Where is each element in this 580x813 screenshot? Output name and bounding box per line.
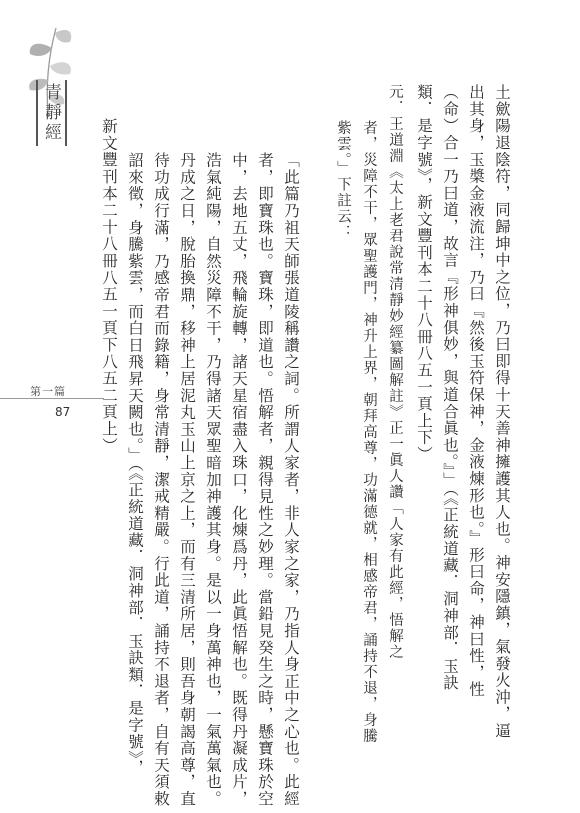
text-column: 類．是字號》，新文豐刊本二十八冊八五一頁上下） bbox=[415, 84, 433, 463]
text-column: 詔來徵，身騰紫雲，而白日飛昇天闕也。」（《正統道藏．洞神部．玉訣類．是字號》， bbox=[126, 152, 144, 777]
divider bbox=[0, 398, 104, 399]
text-column: 元．王道淵《太上老君說常清靜妙經纂圖解註》正一眞人讚「人家有此經，悟解之 bbox=[387, 84, 403, 660]
page-number: 87 bbox=[55, 405, 71, 419]
text-column: 土歛陽退陰符，同歸坤中之位，乃曰即得十天善神擁護其人也。神安隱鎮，氣發火沖，逼 bbox=[493, 84, 511, 740]
text-column: 中，去地五丈，飛輪旋轉，諸天星宿盡入珠口，化煉爲丹，此眞悟解也。既得丹凝成片， bbox=[230, 152, 248, 808]
chapter-label: 第一篇 bbox=[30, 385, 66, 398]
text-column: 者，即寶珠也。寶珠，即道也。悟解者，親得見性之妙理。當鉛見癸生之時，懸寶珠於空 bbox=[256, 152, 274, 808]
text-column: 者，災障不干，眾聖護門，神升上界，朝拜高尊，功滿德就，相感帝君，誦持不退，身騰 bbox=[361, 120, 377, 744]
text-column: 新文豐刊本二十八冊八五一頁下八五二頁上） bbox=[100, 118, 118, 454]
text-column: （命）合一乃曰道，故言『形神俱妙，與道合眞也。』」（《正統道藏．洞神部．玉訣 bbox=[441, 84, 459, 692]
text-column: 浩氣純陽，自然災障不干，乃得諸天眾聖暗加神護其身。是以一身萬神也，一氣萬氣也。 bbox=[204, 152, 222, 808]
logo bbox=[18, 18, 78, 153]
text-column: 待功成行滿，乃感帝君而錄籍，身常清靜，潔戒精嚴。行此道，誦持不退者，自有天須敕 bbox=[152, 152, 170, 808]
text-column: 出其身，玉槳金液流注，乃曰『然後玉符保神，金液煉形也。』形曰命，神曰性，性 bbox=[467, 84, 485, 698]
text-column: 丹成之日，脫胎換鼎，移神上居泥丸玉山上京之上，而有三清所居，則吾身朝謁高尊，直 bbox=[178, 152, 196, 808]
page-marker bbox=[0, 380, 105, 432]
text-column: 紫雲。」下註云： bbox=[335, 120, 351, 241]
text-column: 「此篇乃祖天師張道陵稱讚之詞。所謂人家者，非人家之家，乃指人身正中之心也。此經 bbox=[282, 152, 300, 808]
logo-text: 青靜經 bbox=[36, 80, 67, 146]
